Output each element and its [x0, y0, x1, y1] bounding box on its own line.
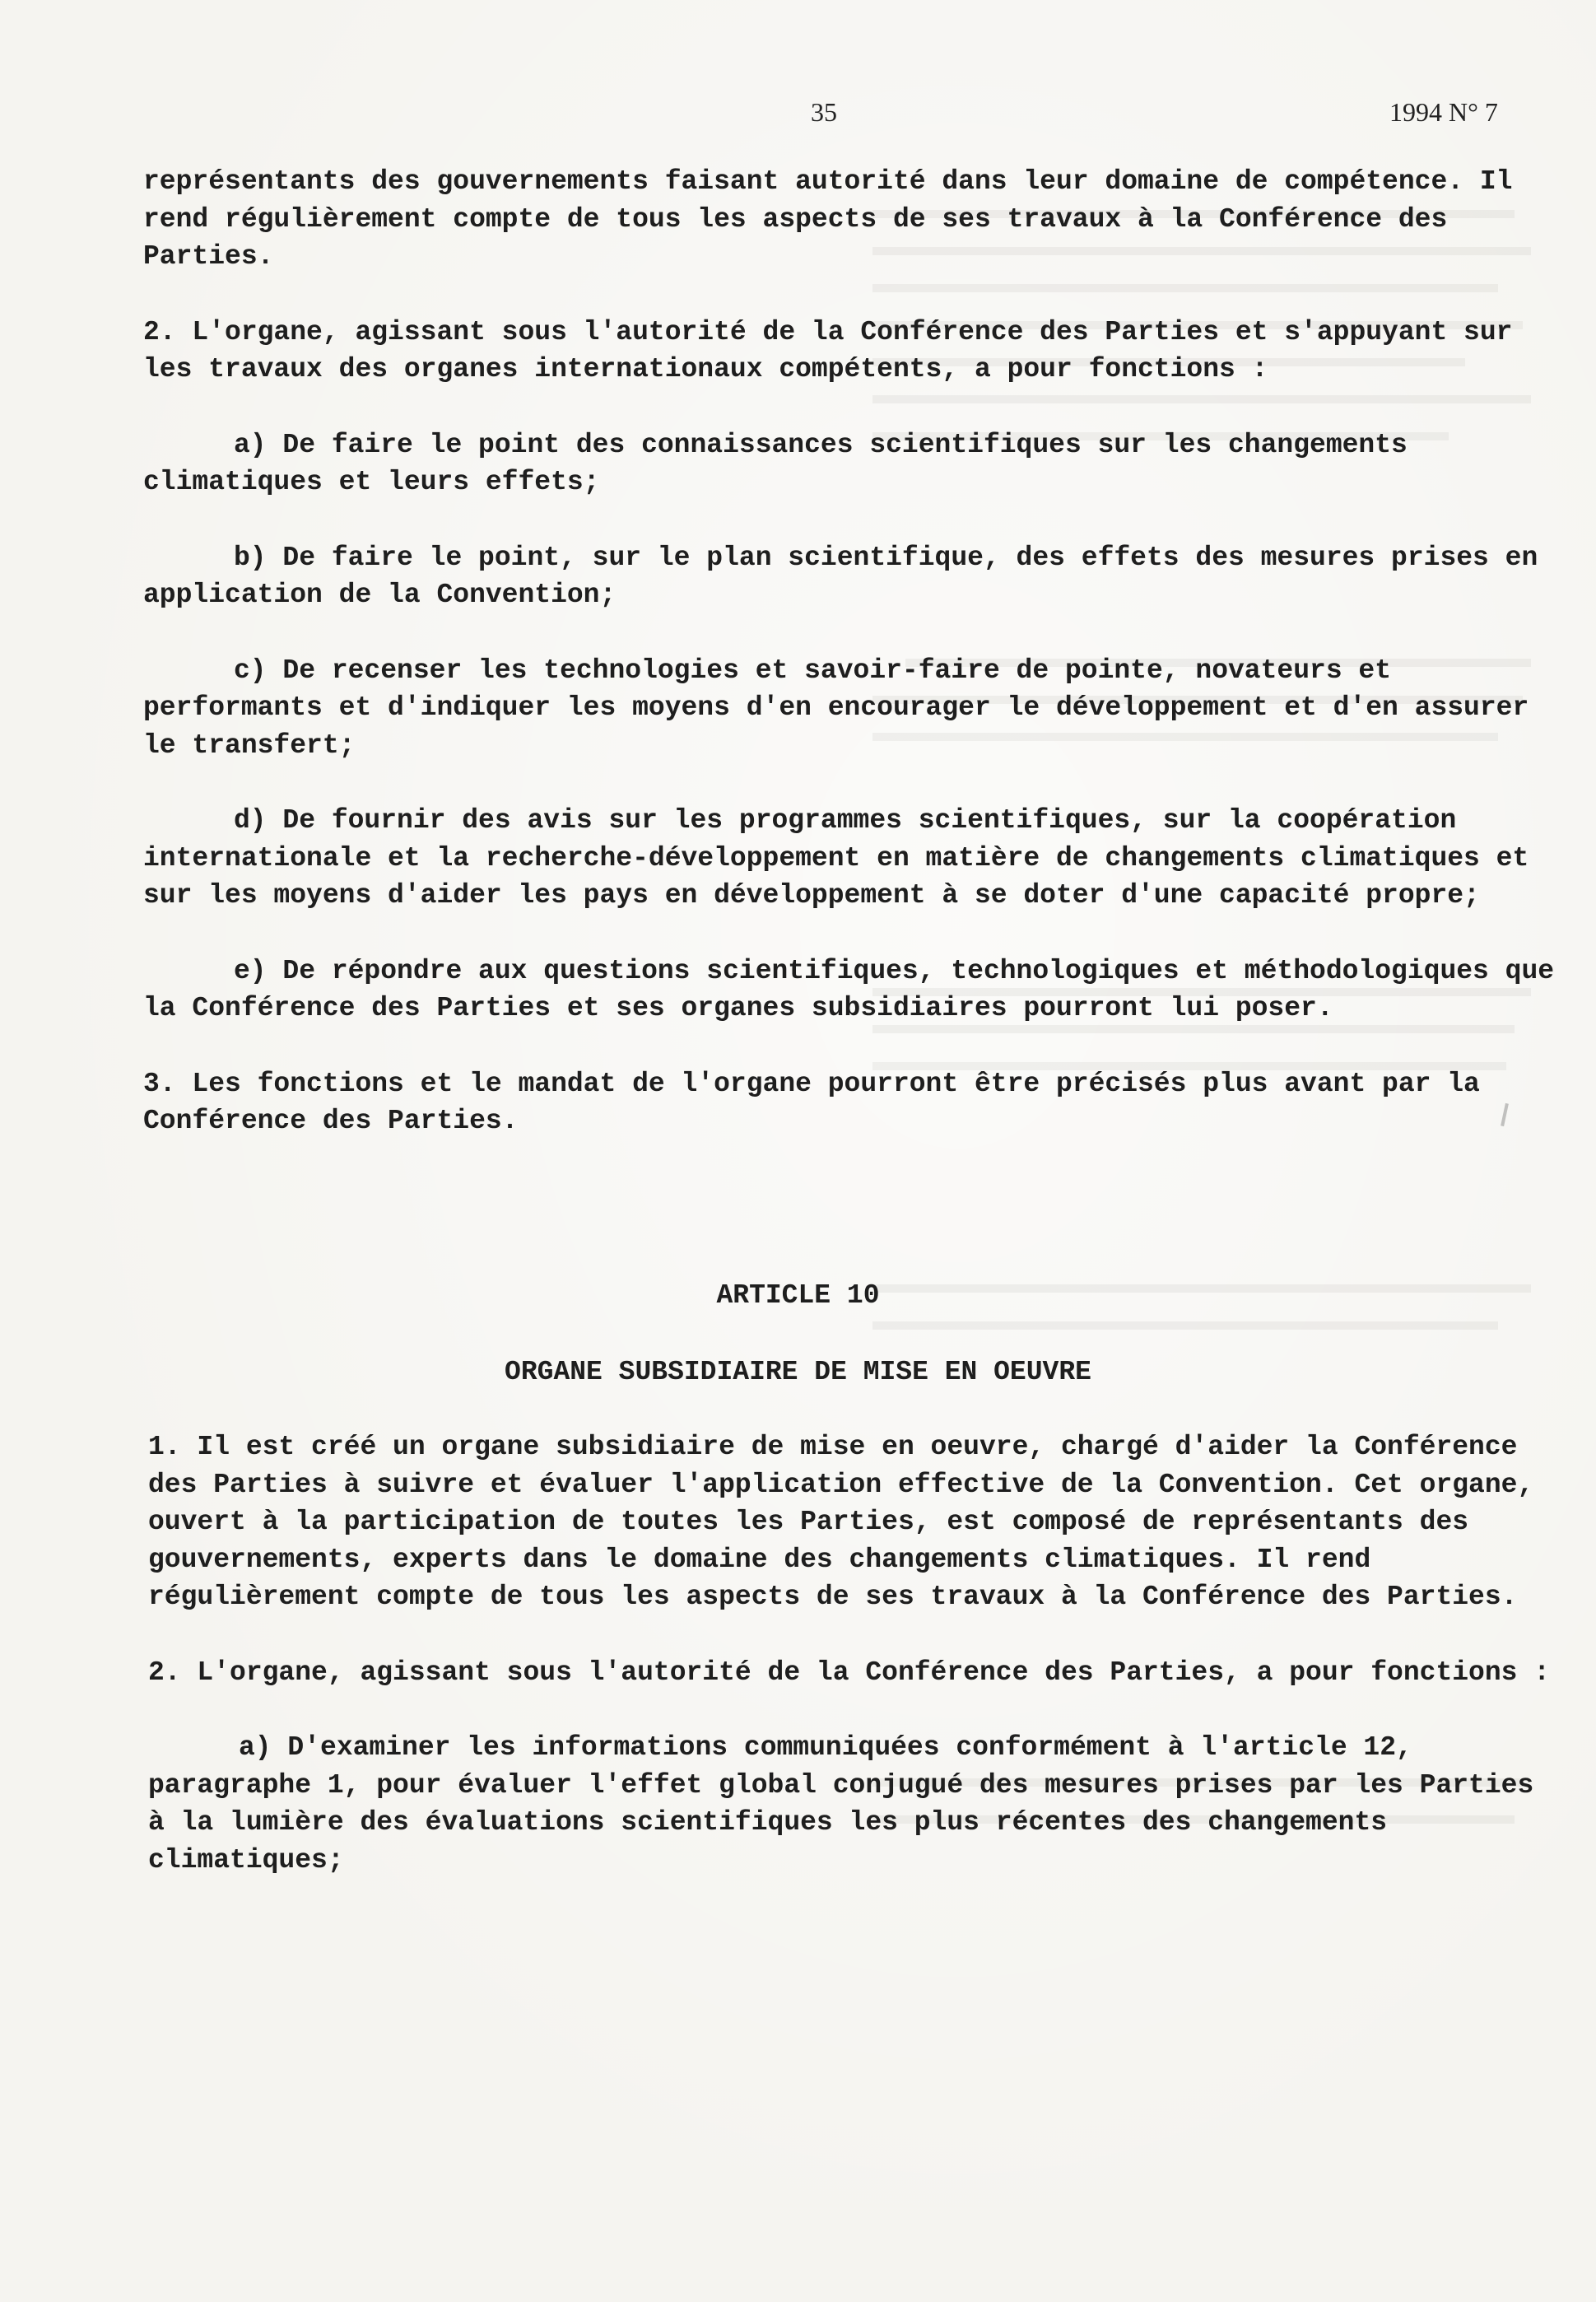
- item-c: c) De recenser les technologies et savoir-faire de pointe, novateurs et performants et d'indiquer les moyens d'en encourager le développement et d'en assurer le transfert;: [143, 655, 1529, 761]
- article-10-item-a: a) D'examiner les informations communiquées conformément à l'article 12, paragraphe 1, pour évaluer l'effet global conjugué des mesures prises par les Parties à la lumière des évaluations scientifiques les plus récentes des changements climatiques;: [148, 1732, 1534, 1876]
- item-e: e) De répondre aux questions scientifiques, technologiques et méthodologiques que la Conférence des Parties et ses organes subsidiaires pourront lui poser.: [143, 955, 1555, 1023]
- page-number: 35: [811, 97, 837, 127]
- paragraph-1-continued: représentants des gouvernements faisant autorité dans leur domaine de compétence. Il rend régulièrement compte de tous les aspects de ses travaux à la Conférence des Parties.: [143, 166, 1513, 272]
- article-10-heading: ARTICLE 10: [716, 1280, 880, 1311]
- article-9-continuation: [143, 163, 1559, 1178]
- page-header: [0, 97, 1596, 130]
- item-b: b) De faire le point, sur le plan scientifique, des effets des mesures prises en application de la Convention;: [143, 542, 1538, 610]
- article-10-body: [148, 1428, 1564, 1917]
- article-10-paragraph-2: 2. L'organe, agissant sous l'autorité de la Conférence des Parties, a pour fonctions :: [148, 1657, 1551, 1688]
- journal-reference: 1994 N° 7: [1389, 97, 1498, 127]
- article-10-paragraph-1: 1. Il est créé un organe subsidiaire de mise en oeuvre, chargé d'aider la Conférence des Parties à suivre et évaluer l'application effective de la Convention. Cet organe, ouvert à la participation de toutes les Parties, est composé de représentants des gouvernements, experts dans le domaine des changements climatiques. Il rend régulièrement compte de tous les aspects de ses travaux à la Conférence des Parties.: [148, 1432, 1534, 1612]
- paragraph-2: 2. L'organe, agissant sous l'autorité de la Conférence des Parties et s'appuyant sur les travaux des organes internationaux compétents, a pour fonctions :: [143, 316, 1513, 384]
- article-10-subheading: ORGANE SUBSIDIAIRE DE MISE EN OEUVRE: [505, 1357, 1091, 1387]
- item-a: a) De faire le point des connaissances scientifiques sur les changements climatiques et leurs effets;: [143, 429, 1408, 497]
- paragraph-3: 3. Les fonctions et le mandat de l'organe pourront être précisés plus avant par la Conférence des Parties.: [143, 1068, 1480, 1136]
- item-d: d) De fournir des avis sur les programmes scientifiques, sur la coopération internationale et la recherche-développement en matière de changements climatiques et sur les moyens d'aider les pays en développement à se doter d'une capacité propre;: [143, 805, 1529, 911]
